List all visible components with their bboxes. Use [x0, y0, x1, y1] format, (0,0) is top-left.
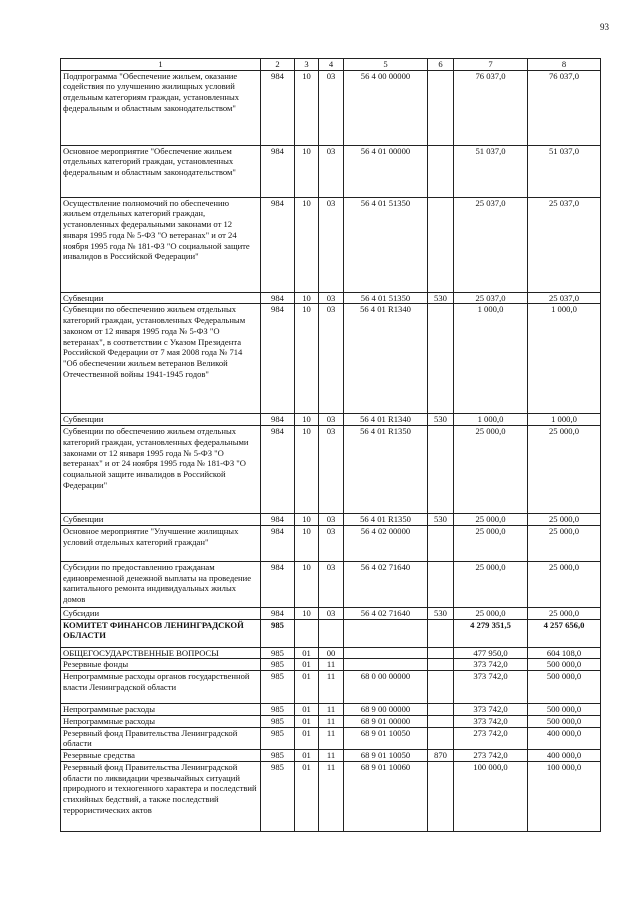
- row-name-cell: Субвенции по обеспечению жильем отдельных категорий граждан, установленных Федеральным законом от 12 января 1995 года № 5-ФЗ "О ветеранах", в соответствии с Указом Президента Российской Федерации от 7 мая 2008 года № 714 "Об обеспечении жильем ветеранов Великой Отечественной войны 1941-1945 годов": [61, 304, 261, 414]
- row-name-cell: Субвенции: [61, 514, 261, 526]
- section-cell: 10: [295, 525, 319, 561]
- expense-type-cell: [428, 304, 454, 414]
- sum-year1-cell: 4 279 351,5: [454, 619, 528, 647]
- sum-year1-cell: 25 000,0: [454, 514, 528, 526]
- grbs-cell: 985: [261, 715, 295, 727]
- table-row: [61, 607, 601, 619]
- row-name-cell: Субвенции: [61, 414, 261, 426]
- target-article-cell: 68 9 01 00000: [344, 715, 428, 727]
- table-row: [61, 659, 601, 671]
- sum-year2-cell: 604 108,0: [528, 647, 601, 659]
- section-cell: 10: [295, 145, 319, 197]
- grbs-cell: 984: [261, 145, 295, 197]
- grbs-cell: 984: [261, 414, 295, 426]
- section-cell: 01: [295, 647, 319, 659]
- expense-type-cell: [428, 619, 454, 647]
- subsection-cell: 03: [319, 607, 344, 619]
- subsection-cell: 03: [319, 304, 344, 414]
- expense-type-cell: [428, 659, 454, 671]
- row-name-cell: Резервный фонд Правительства Ленинградской области: [61, 727, 261, 749]
- row-name-cell: Субсидии: [61, 607, 261, 619]
- subsection-cell: 03: [319, 145, 344, 197]
- section-cell: 10: [295, 304, 319, 414]
- grbs-cell: 984: [261, 197, 295, 292]
- target-article-cell: 68 9 01 10050: [344, 727, 428, 749]
- header-cell: 7: [454, 59, 528, 71]
- section-cell: 10: [295, 426, 319, 514]
- header-cell: 1: [61, 59, 261, 71]
- subsection-cell: 03: [319, 525, 344, 561]
- grbs-cell: 984: [261, 561, 295, 607]
- row-name-cell: Основное мероприятие "Обеспечение жильем отдельных категорий граждан, установленных федеральным и областным законодательством": [61, 145, 261, 197]
- target-article-cell: 56 4 01 R1350: [344, 514, 428, 526]
- table-row: [61, 715, 601, 727]
- subsection-cell: 11: [319, 659, 344, 671]
- grbs-cell: 985: [261, 671, 295, 704]
- sum-year1-cell: 76 037,0: [454, 70, 528, 145]
- target-article-cell: [344, 647, 428, 659]
- row-name-cell: Осуществление полномочий по обеспечению жильем отдельных категорий граждан, установленных федеральными законами от 12 января 1995 года № 5-ФЗ "О ветеранах" и от 24 ноября 1995 года № 181-ФЗ "О социальной защите инвалидов в Российской Федерации": [61, 197, 261, 292]
- section-cell: 10: [295, 561, 319, 607]
- page-number: 93: [600, 22, 609, 32]
- section-cell: 01: [295, 715, 319, 727]
- sum-year2-cell: 25 000,0: [528, 426, 601, 514]
- subsection-cell: 00: [319, 647, 344, 659]
- grbs-cell: 984: [261, 426, 295, 514]
- table-row: [61, 197, 601, 292]
- section-cell: [295, 619, 319, 647]
- sum-year2-cell: 25 000,0: [528, 561, 601, 607]
- subsection-cell: 11: [319, 761, 344, 831]
- sum-year2-cell: 500 000,0: [528, 715, 601, 727]
- header-cell: 3: [295, 59, 319, 71]
- sum-year2-cell: 25 000,0: [528, 525, 601, 561]
- sum-year1-cell: 373 742,0: [454, 659, 528, 671]
- row-name-cell: Субвенции по обеспечению жильем отдельных категорий граждан, установленных федеральными законами от 12 января 1995 года № 5-ФЗ "О ветеранах" и от 24 ноября 1995 года № 181-ФЗ "О социальной защите инвалидов в Российской Федерации": [61, 426, 261, 514]
- section-cell: 01: [295, 761, 319, 831]
- sum-year1-cell: 25 000,0: [454, 525, 528, 561]
- expense-type-cell: [428, 197, 454, 292]
- sum-year1-cell: 273 742,0: [454, 750, 528, 762]
- section-cell: 10: [295, 607, 319, 619]
- row-name-cell: ОБЩЕГОСУДАРСТВЕННЫЕ ВОПРОСЫ: [61, 647, 261, 659]
- sum-year2-cell: 4 257 656,0: [528, 619, 601, 647]
- header-cell: 2: [261, 59, 295, 71]
- sum-year1-cell: 25 000,0: [454, 607, 528, 619]
- header-cell: 4: [319, 59, 344, 71]
- section-cell: 10: [295, 197, 319, 292]
- grbs-cell: 985: [261, 761, 295, 831]
- expense-type-cell: [428, 671, 454, 704]
- grbs-cell: 985: [261, 659, 295, 671]
- row-name-cell: Непрограммные расходы: [61, 704, 261, 716]
- sum-year2-cell: 500 000,0: [528, 671, 601, 704]
- target-article-cell: 56 4 02 71640: [344, 561, 428, 607]
- table-row: [61, 292, 601, 304]
- grbs-cell: 984: [261, 292, 295, 304]
- expense-type-cell: [428, 704, 454, 716]
- table-row: [61, 704, 601, 716]
- sum-year2-cell: 400 000,0: [528, 750, 601, 762]
- sum-year1-cell: 477 950,0: [454, 647, 528, 659]
- table-row: [61, 525, 601, 561]
- subsection-cell: 11: [319, 750, 344, 762]
- grbs-cell: 985: [261, 619, 295, 647]
- sum-year2-cell: 25 000,0: [528, 514, 601, 526]
- table-row: [61, 426, 601, 514]
- table-row: [61, 647, 601, 659]
- expense-type-cell: [428, 525, 454, 561]
- row-name-cell: Подпрограмма "Обеспечение жильем, оказание содействия по улучшению жилищных условий отдельным категориям граждан, установленных федеральным и областным законодательством": [61, 70, 261, 145]
- sum-year1-cell: 25 037,0: [454, 292, 528, 304]
- subsection-cell: 11: [319, 671, 344, 704]
- grbs-cell: 985: [261, 750, 295, 762]
- target-article-cell: 56 4 02 71640: [344, 607, 428, 619]
- subsection-cell: 11: [319, 727, 344, 749]
- subsection-cell: 03: [319, 561, 344, 607]
- sum-year2-cell: 500 000,0: [528, 704, 601, 716]
- table-row: [61, 304, 601, 414]
- grbs-cell: 985: [261, 704, 295, 716]
- target-article-cell: 68 0 00 00000: [344, 671, 428, 704]
- table-row: [61, 671, 601, 704]
- subsection-cell: 11: [319, 704, 344, 716]
- row-name-cell: Субвенции: [61, 292, 261, 304]
- section-cell: 01: [295, 750, 319, 762]
- budget-table: [60, 58, 601, 832]
- target-article-cell: 68 9 01 10060: [344, 761, 428, 831]
- target-article-cell: 56 4 01 00000: [344, 145, 428, 197]
- expense-type-cell: 530: [428, 292, 454, 304]
- table-row: [61, 750, 601, 762]
- row-name-cell: Резервные фонды: [61, 659, 261, 671]
- sum-year2-cell: 51 037,0: [528, 145, 601, 197]
- sum-year1-cell: 273 742,0: [454, 727, 528, 749]
- section-cell: 10: [295, 292, 319, 304]
- grbs-cell: 984: [261, 525, 295, 561]
- row-name-cell: Резервный фонд Правительства Ленинградской области по ликвидации чрезвычайных ситуаций природного и техногенного характера и последствий стихийных бедствий, а также последствий террористических актов: [61, 761, 261, 831]
- sum-year2-cell: 400 000,0: [528, 727, 601, 749]
- expense-type-cell: [428, 145, 454, 197]
- target-article-cell: [344, 619, 428, 647]
- section-cell: 10: [295, 514, 319, 526]
- table-row: [61, 761, 601, 831]
- grbs-cell: 984: [261, 514, 295, 526]
- section-cell: 10: [295, 70, 319, 145]
- sum-year1-cell: 1 000,0: [454, 304, 528, 414]
- expense-type-cell: [428, 426, 454, 514]
- sum-year1-cell: 373 742,0: [454, 715, 528, 727]
- target-article-cell: 68 9 00 00000: [344, 704, 428, 716]
- sum-year1-cell: 51 037,0: [454, 145, 528, 197]
- target-article-cell: 56 4 01 R1340: [344, 304, 428, 414]
- subsection-cell: 03: [319, 414, 344, 426]
- subsection-cell: [319, 619, 344, 647]
- grbs-cell: 984: [261, 304, 295, 414]
- row-name-cell: Основное мероприятие "Улучшение жилищных условий отдельных категорий граждан": [61, 525, 261, 561]
- target-article-cell: 56 4 01 51350: [344, 197, 428, 292]
- section-cell: 01: [295, 727, 319, 749]
- row-name-cell: Непрограммные расходы: [61, 715, 261, 727]
- section-cell: 01: [295, 704, 319, 716]
- sum-year1-cell: 100 000,0: [454, 761, 528, 831]
- sum-year2-cell: 100 000,0: [528, 761, 601, 831]
- expense-type-cell: [428, 715, 454, 727]
- row-name-cell: КОМИТЕТ ФИНАНСОВ ЛЕНИНГРАДСКОЙ ОБЛАСТИ: [61, 619, 261, 647]
- table-row: [61, 619, 601, 647]
- target-article-cell: [344, 659, 428, 671]
- sum-year2-cell: 1 000,0: [528, 414, 601, 426]
- expense-type-cell: 530: [428, 607, 454, 619]
- table-row: [61, 145, 601, 197]
- header-cell: 8: [528, 59, 601, 71]
- section-cell: 01: [295, 659, 319, 671]
- header-cell: 6: [428, 59, 454, 71]
- sum-year1-cell: 373 742,0: [454, 671, 528, 704]
- table-row: [61, 414, 601, 426]
- expense-type-cell: [428, 561, 454, 607]
- sum-year2-cell: 25 037,0: [528, 197, 601, 292]
- table-row: [61, 561, 601, 607]
- sum-year1-cell: 25 000,0: [454, 426, 528, 514]
- target-article-cell: 56 4 01 R1340: [344, 414, 428, 426]
- table-row: [61, 514, 601, 526]
- expense-type-cell: 530: [428, 514, 454, 526]
- expense-type-cell: [428, 647, 454, 659]
- target-article-cell: 56 4 01 51350: [344, 292, 428, 304]
- target-article-cell: 56 4 00 00000: [344, 70, 428, 145]
- table-row: [61, 70, 601, 145]
- sum-year2-cell: 500 000,0: [528, 659, 601, 671]
- sum-year1-cell: 25 037,0: [454, 197, 528, 292]
- subsection-cell: 03: [319, 426, 344, 514]
- grbs-cell: 984: [261, 70, 295, 145]
- expense-type-cell: 530: [428, 414, 454, 426]
- sum-year1-cell: 373 742,0: [454, 704, 528, 716]
- table-row: [61, 727, 601, 749]
- row-name-cell: Резервные средства: [61, 750, 261, 762]
- expense-type-cell: [428, 727, 454, 749]
- section-cell: 10: [295, 414, 319, 426]
- row-name-cell: Субсидии по предоставлению гражданам единовременной денежной выплаты на проведение капитального ремонта индивидуальных жилых домов: [61, 561, 261, 607]
- expense-type-cell: 870: [428, 750, 454, 762]
- header-cell: 5: [344, 59, 428, 71]
- sum-year1-cell: 1 000,0: [454, 414, 528, 426]
- target-article-cell: 68 9 01 10050: [344, 750, 428, 762]
- target-article-cell: 56 4 01 R1350: [344, 426, 428, 514]
- subsection-cell: 03: [319, 70, 344, 145]
- section-cell: 01: [295, 671, 319, 704]
- sum-year2-cell: 76 037,0: [528, 70, 601, 145]
- sum-year2-cell: 25 037,0: [528, 292, 601, 304]
- subsection-cell: 11: [319, 715, 344, 727]
- sum-year2-cell: 25 000,0: [528, 607, 601, 619]
- sum-year2-cell: 1 000,0: [528, 304, 601, 414]
- row-name-cell: Непрограммные расходы органов государственной власти Ленинградской области: [61, 671, 261, 704]
- expense-type-cell: [428, 70, 454, 145]
- target-article-cell: 56 4 02 00000: [344, 525, 428, 561]
- header-row: [61, 59, 601, 71]
- grbs-cell: 984: [261, 607, 295, 619]
- subsection-cell: 03: [319, 514, 344, 526]
- subsection-cell: 03: [319, 197, 344, 292]
- sum-year1-cell: 25 000,0: [454, 561, 528, 607]
- grbs-cell: 985: [261, 727, 295, 749]
- subsection-cell: 03: [319, 292, 344, 304]
- expense-type-cell: [428, 761, 454, 831]
- grbs-cell: 985: [261, 647, 295, 659]
